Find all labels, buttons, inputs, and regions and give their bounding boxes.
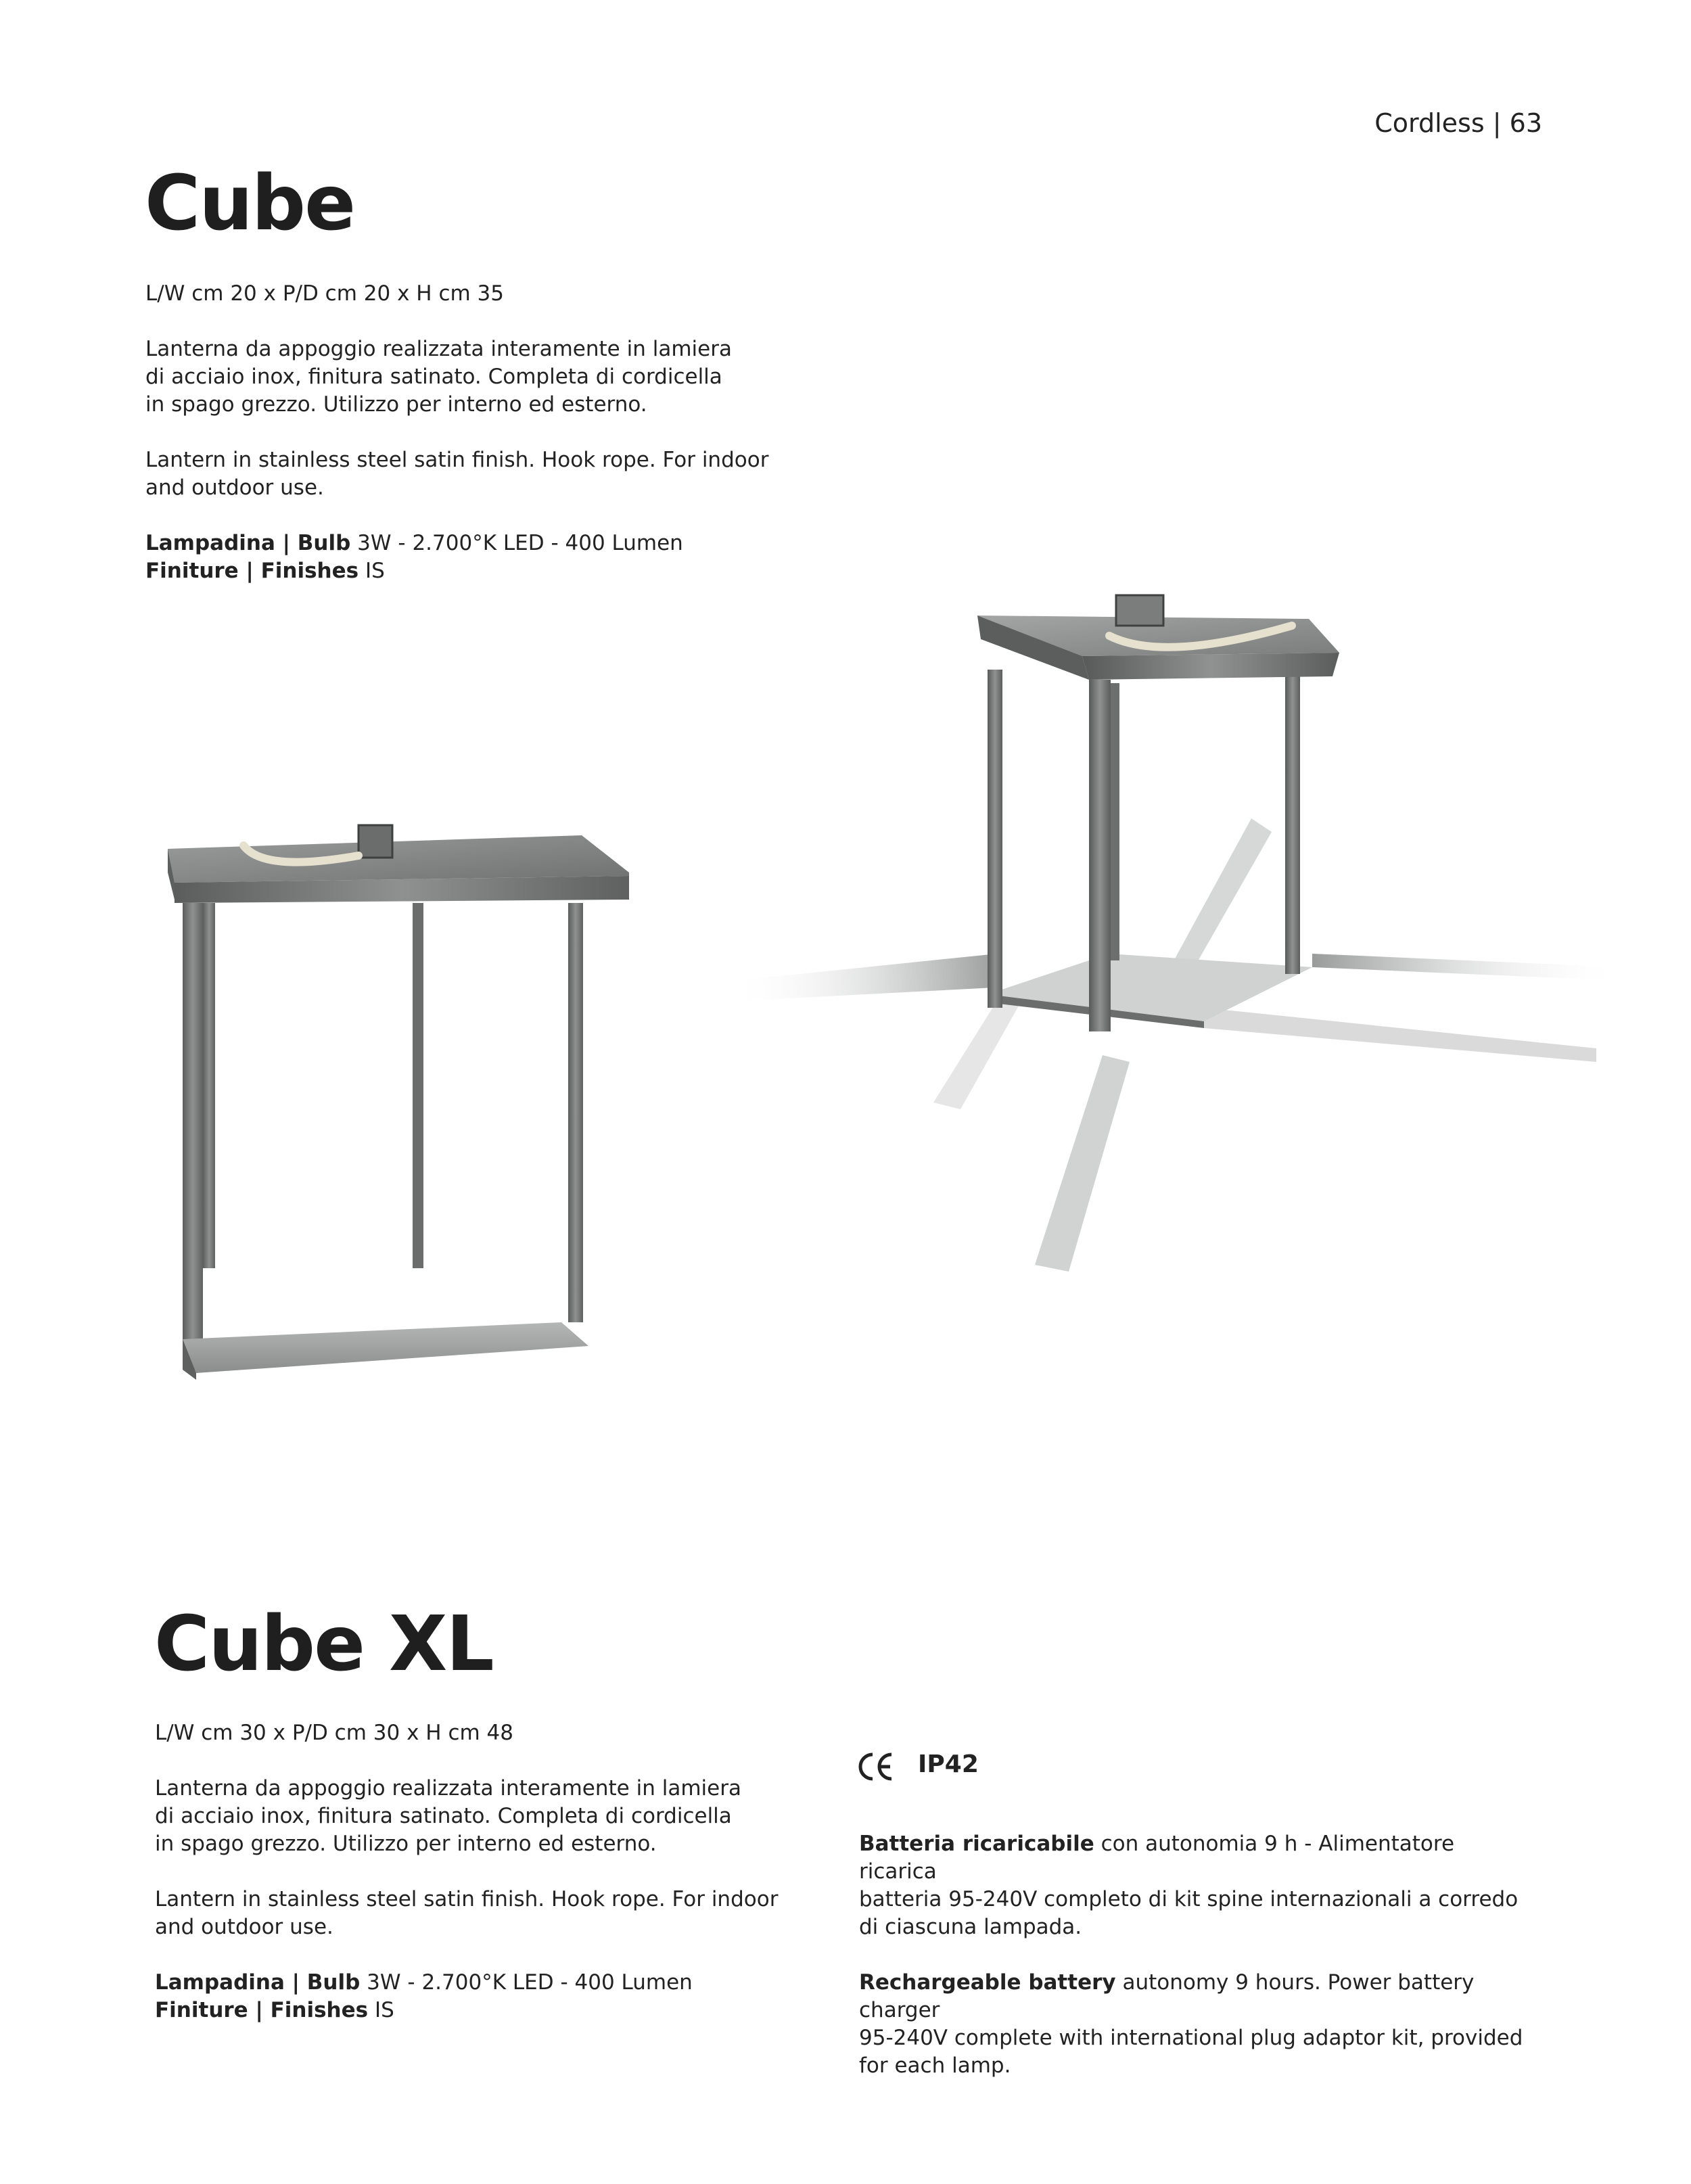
cube-dimensions: L/W cm 20 x P/D cm 20 x H cm 35 [145,281,504,306]
cube-xl-finish-label: Finiture | Finishes [155,1998,369,2022]
battery-en-1 [859,1969,1535,2024]
cube-xl-desc-en-2: and outdoor use. [155,1915,333,1939]
ip-rating: IP42 [918,1750,979,1778]
cube-xl-desc-it-2: di acciaio inox, finitura satinato. Completa di cordicella [155,1804,732,1828]
cube-bulb-value: 3W - 2.700°K LED - 400 Lumen [357,531,683,555]
cube-xl-bulb [155,1969,831,1997]
cube-desc-it-2: di acciaio inox, finitura satinato. Completa di cordicella [145,365,722,389]
cube-finish-label: Finiture | Finishes [145,559,359,583]
cube-desc-en-1: Lantern in stainless steel satin finish. Hook rope. For indoor [145,448,769,472]
cube-bulb-label: Lampadina | Bulb [145,531,351,555]
battery-it-text-3: di ciascuna lampada. [859,1915,1082,1939]
cube-finish-value: IS [365,559,385,583]
battery-it-1 [859,1830,1535,1886]
battery-text [859,1830,1535,2080]
cube-xl-bulb-value: 3W - 2.700°K LED - 400 Lumen [367,1970,693,1995]
battery-en-text-3: for each lamp. [859,2053,1011,2078]
cube-xl-text [155,1719,831,2024]
cube-xl-desc-it-3: in spago grezzo. Utilizzo per interno ed esterno. [155,1832,657,1856]
cube-lantern-image [156,805,629,1380]
header-separator: | [1492,108,1502,138]
cube-xl-bulb-label: Lampadina | Bulb [155,1970,361,1995]
cube-bulb [145,530,822,557]
cube-xl-desc-en-1: Lantern in stainless steel satin finish. Hook rope. For indoor [155,1887,779,1911]
cube-xl-finish-value: IS [374,1998,394,2022]
battery-it-text-1: con autonomia 9 h - Alimentatore ricarica [859,1832,1455,1884]
battery-it-text-2: batteria 95-240V completo di kit spine internazionali a corredo [859,1887,1519,1911]
battery-en-text-1: autonomy 9 hours. Power battery charger [859,1970,1475,2022]
cube-lantern-lit-image [731,588,1610,1332]
battery-it-label: Batteria ricaricabile [859,1832,1094,1856]
cube-text [145,280,822,585]
battery-en-text-2: 95-240V complete with international plug adaptor kit, provided [859,2026,1523,2050]
cube-title: Cube [145,160,355,248]
battery-en-label: Rechargeable battery [859,1970,1116,1995]
ce-mark-icon [858,1752,896,1782]
section-name: Cordless [1374,108,1485,138]
cube-desc-it-1: Lanterna da appoggio realizzata interamente in lamiera [145,337,732,361]
cube-desc-it-3: in spago grezzo. Utilizzo per interno ed esterno. [145,392,647,417]
cube-xl-desc-it-1: Lanterna da appoggio realizzata interamente in lamiera [155,1776,741,1800]
cube-xl-title: Cube XL [154,1600,493,1688]
page-header [1374,108,1542,138]
cube-desc-en-2: and outdoor use. [145,475,324,500]
page-number: 63 [1509,108,1542,138]
cube-finish [145,557,822,585]
cube-xl-dimensions: L/W cm 30 x P/D cm 30 x H cm 48 [155,1721,513,1745]
cube-xl-finish [155,1997,831,2024]
